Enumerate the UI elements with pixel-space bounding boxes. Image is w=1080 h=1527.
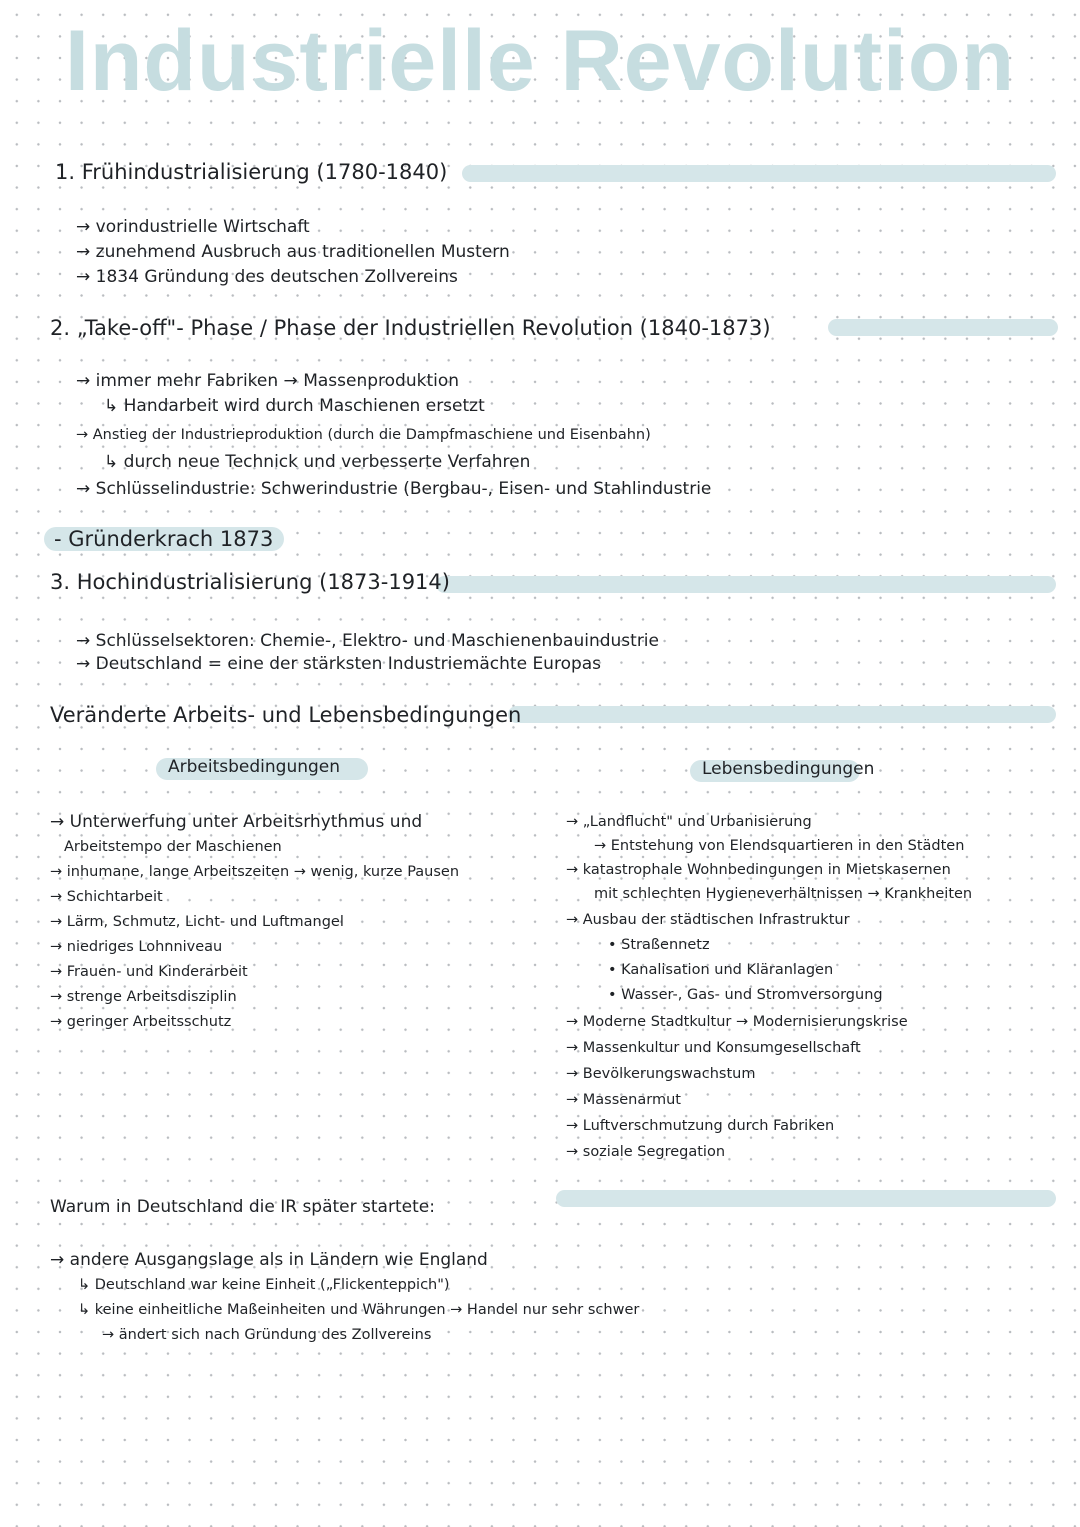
list-item: → geringer Arbeitsschutz [50, 1014, 232, 1030]
list-item: → Bevölkerungswachstum [566, 1066, 756, 1082]
list-item: → Deutschland = eine der stärksten Industriemächte Europas [76, 654, 602, 674]
list-item: ↳ keine einheitliche Maßeinheiten und Währungen → Handel nur sehr schwer [78, 1302, 640, 1318]
section-heading-fruehindustrialisierung: 1. Frühindustrialisierung (1780-1840) [55, 160, 448, 184]
heading-highlight [556, 1190, 1056, 1207]
list-item: • Kanalisation und Kläranlagen [608, 962, 834, 978]
list-item: → Massenarmut [566, 1092, 681, 1108]
list-item: → inhumane, lange Arbeitszeiten → wenig, kurze Pausen [50, 864, 460, 880]
list-item: → immer mehr Fabriken → Massenproduktion [76, 371, 460, 391]
heading-highlight [436, 576, 1056, 593]
list-item: ↳ Handarbeit wird durch Maschienen ersetzt [104, 396, 485, 416]
section-heading-take-off: 2. „Take-off"- Phase / Phase der Industriellen Revolution (1840-1873) [50, 316, 771, 340]
lebensbedingungen-title: Lebensbedingungen [702, 759, 875, 779]
list-item: → ändert sich nach Gründung des Zollvereins [102, 1327, 432, 1343]
list-item: → andere Ausgangslage als in Ländern wie England [50, 1250, 488, 1270]
list-item: Arbeitstempo der Maschienen [64, 839, 282, 855]
list-item: → „Landflucht" und Urbanisierung [566, 814, 812, 830]
arbeitsbedingungen-title: Arbeitsbedingungen [168, 757, 341, 777]
heading-highlight [828, 319, 1058, 336]
list-item: → Moderne Stadtkultur → Modernisierungskrise [566, 1014, 908, 1030]
list-item: → Schichtarbeit [50, 889, 163, 905]
list-item: → niedriges Lohnniveau [50, 939, 223, 955]
list-item: mit schlechten Hygieneverhältnissen → Krankheiten [594, 886, 973, 902]
list-item: → Schlüsselindustrie: Schwerindustrie (Bergbau-, Eisen- und Stahlindustrie [76, 479, 712, 499]
list-item: → katastrophale Wohnbedingungen in Mietskasernen [566, 862, 951, 878]
list-item: → strenge Arbeitsdisziplin [50, 989, 237, 1005]
section-heading-hochindustrialisierung: 3. Hochindustrialisierung (1873-1914) [50, 570, 450, 594]
list-item: → Entstehung von Elendsquartieren in den Städten [594, 838, 965, 854]
page-title: Industrielle Revolution [65, 13, 1015, 109]
list-item: ↳ Deutschland war keine Einheit („Flickenteppich") [78, 1277, 450, 1293]
list-item: → Unterwerfung unter Arbeitsrhythmus und [50, 812, 423, 832]
heading-highlight [508, 706, 1056, 723]
list-item: → soziale Segregation [566, 1144, 726, 1160]
section-heading-warum: Warum in Deutschland die IR später startete: [50, 1197, 435, 1217]
list-item: • Wasser-, Gas- und Stromversorgung [608, 987, 883, 1003]
list-item: → Anstieg der Industrieproduktion (durch die Dampfmaschiene und Eisenbahn) [76, 427, 651, 443]
section-heading-bedingungen: Veränderte Arbeits- und Lebensbedingungen [50, 703, 522, 727]
list-item: → 1834 Gründung des deutschen Zollvereins [76, 267, 458, 287]
list-item: → Frauen- und Kinderarbeit [50, 964, 248, 980]
list-item: → zunehmend Ausbruch aus traditionellen Mustern [76, 242, 510, 262]
heading-highlight [462, 165, 1056, 182]
list-item: → vorindustrielle Wirtschaft [76, 217, 310, 237]
list-item: → Massenkultur und Konsumgesellschaft [566, 1040, 861, 1056]
list-item: → Luftverschmutzung durch Fabriken [566, 1118, 835, 1134]
list-item: → Lärm, Schmutz, Licht- und Luftmangel [50, 914, 344, 930]
list-item: → Ausbau der städtischen Infrastruktur [566, 912, 850, 928]
gruenderkrach-label: - Gründerkrach 1873 [54, 527, 274, 551]
list-item: ↳ durch neue Technick und verbesserte Verfahren [104, 452, 531, 472]
list-item: • Straßennetz [608, 937, 710, 953]
list-item: → Schlüsselsektoren: Chemie-, Elektro- und Maschienenbauindustrie [76, 631, 659, 651]
